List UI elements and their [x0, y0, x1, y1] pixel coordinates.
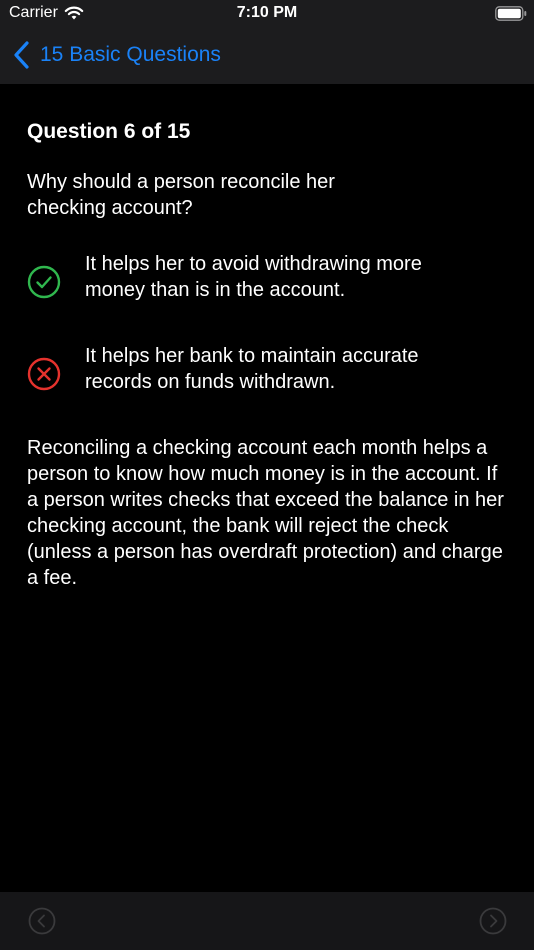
answer-explanation: Reconciling a checking account each month helps a person to know how much money is in the account. If a person writes checks that exceed the balance in her checking account, the bank will reject the check (unless a person has overdraft protection) and charge a fee. [27, 437, 504, 589]
x-circle-icon [27, 357, 61, 391]
question-text: Why should a person reconcile her checking account? [27, 171, 335, 219]
navigation-bar [0, 0, 534, 84]
answer-text: It helps her bank to maintain accurate records on funds withdrawn. [85, 345, 419, 393]
bottom-toolbar [0, 892, 534, 950]
chevron-right-circle-icon[interactable] [479, 907, 507, 935]
chevron-left-circle-icon[interactable] [28, 907, 56, 935]
check-circle-icon [27, 265, 61, 299]
back-button[interactable] [12, 38, 221, 72]
battery-icon [495, 6, 527, 21]
question-number: Question 6 of 15 [27, 120, 191, 143]
answer-text: It helps her to avoid withdrawing more money than is in the account. [85, 253, 422, 301]
back-button-label: 15 Basic Questions [40, 43, 221, 66]
carrier-label: Carrier [9, 4, 58, 21]
question-content [27, 120, 507, 591]
answer-option-incorrect[interactable] [27, 343, 507, 395]
status-bar [0, 0, 534, 28]
status-time: 7:10 PM [236, 4, 298, 21]
answer-option-correct[interactable] [27, 251, 507, 303]
chevron-left-icon [12, 40, 32, 70]
